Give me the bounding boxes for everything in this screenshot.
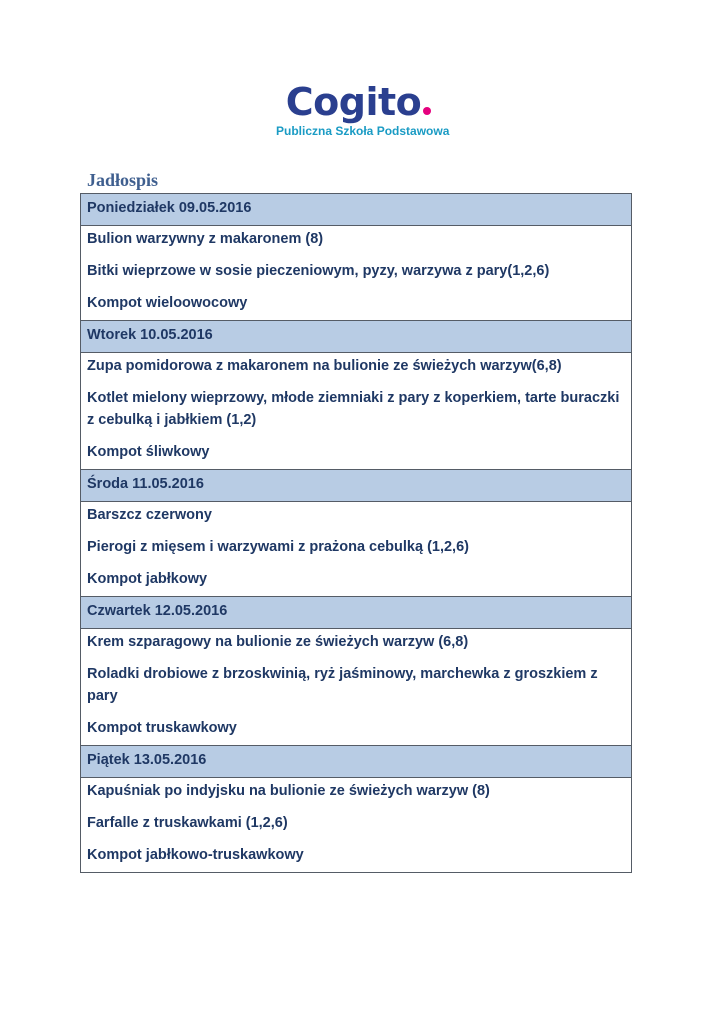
logo-wordmark (286, 80, 432, 124)
day-header-row (81, 746, 632, 778)
dishes-row (81, 353, 632, 470)
dish-drink: Kompot jabłkowy (87, 571, 208, 587)
day-label: Czwartek 12.05.2016 (87, 603, 228, 619)
page-title: Jadłospis (87, 170, 159, 190)
dish-drink: Kompot truskawkowy (87, 720, 237, 736)
dishes-cell (81, 353, 632, 470)
day-label: Piątek 13.05.2016 (87, 752, 207, 768)
dishes-row (81, 502, 632, 597)
day-header-cell (81, 321, 632, 353)
dish-soup: Bulion warzywny z makaronem (8) (87, 231, 324, 247)
day-header-cell (81, 470, 632, 502)
dish-main: Roladki drobiowe z brzoskwinią, ryż jaśminowy, marchewka z groszkiem z pary (87, 666, 598, 704)
day-header-row (81, 321, 632, 353)
logo-word-text: Cogito (285, 80, 422, 124)
dish-main: Bitki wieprzowe w sosie pieczeniowym, pyzy, warzywa z pary(1,2,6) (87, 263, 550, 279)
day-header-cell (81, 194, 632, 226)
dish-soup: Zupa pomidorowa z makaronem na bulionie ze świeżych warzyw(6,8) (87, 358, 562, 374)
dishes-cell (81, 629, 632, 746)
day-header-cell (81, 597, 632, 629)
day-label: Wtorek 10.05.2016 (87, 327, 213, 343)
dish-drink: Kompot wieloowocowy (87, 295, 248, 311)
dish-main: Pierogi z mięsem i warzywami z prażona cebulką (1,2,6) (87, 539, 469, 555)
day-label: Środa 11.05.2016 (87, 476, 204, 492)
dishes-row (81, 778, 632, 873)
dish-soup: Krem szparagowy na bulionie ze świeżych warzyw (6,8) (87, 634, 469, 650)
dishes-cell (81, 226, 632, 321)
dish-drink: Kompot śliwkowy (87, 444, 210, 460)
dishes-row (81, 629, 632, 746)
day-header-row (81, 470, 632, 502)
dish-main: Farfalle z truskawkami (1,2,6) (87, 815, 288, 831)
dish-soup: Barszcz czerwony (87, 507, 212, 523)
dishes-row (81, 226, 632, 321)
dish-drink: Kompot jabłkowo-truskawkowy (87, 847, 304, 863)
dish-main: Kotlet mielony wieprzowy, młode ziemniaki z pary z koperkiem, tarte buraczki z cebulką i jabłkiem (1,2) (87, 390, 620, 428)
logo-subtitle: Publiczna Szkoła Podstawowa (276, 124, 450, 138)
dish-soup: Kapuśniak po indyjsku na bulionie ze świeżych warzyw (8) (87, 783, 490, 799)
school-logo (0, 80, 725, 124)
logo-dot-icon (423, 107, 431, 115)
day-label: Poniedziałek 09.05.2016 (87, 200, 252, 216)
menu-table (80, 193, 632, 873)
day-header-row (81, 597, 632, 629)
menu-body (81, 194, 632, 873)
day-header-cell (81, 746, 632, 778)
day-header-row (81, 194, 632, 226)
dishes-cell (81, 502, 632, 597)
dishes-cell (81, 778, 632, 873)
